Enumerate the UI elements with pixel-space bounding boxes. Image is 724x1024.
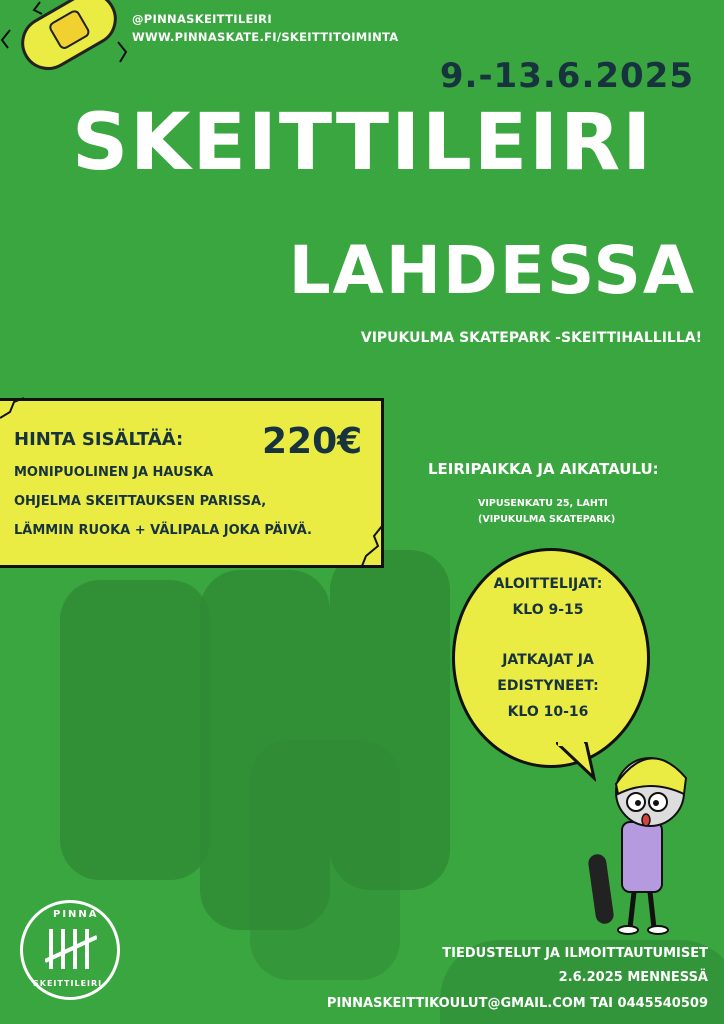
contact-line: 2.6.2025 MENNESSÄ bbox=[558, 970, 708, 985]
price-line: OHJELMA SKEITTAUKSEN PARISSA, bbox=[14, 494, 267, 509]
price-box bbox=[0, 398, 384, 568]
title-line-2: LAHDESSA bbox=[288, 232, 696, 309]
price-line: MONIPUOLINEN JA HAUSKA bbox=[14, 465, 214, 480]
pinna-skeittileiri-logo bbox=[20, 900, 120, 1000]
logo-bottom-text: SKEITTILEIRI bbox=[33, 979, 103, 988]
address-line: VIPUSENKATU 25, LAHTI bbox=[478, 498, 608, 509]
price-heading: HINTA SISÄLTÄÄ: bbox=[14, 429, 184, 450]
skater-silhouette-shadow bbox=[250, 740, 400, 980]
cartoon-skater-icon bbox=[586, 742, 716, 942]
bubble-line: KLO 10-16 bbox=[507, 704, 589, 720]
event-date: 9.-13.6.2025 bbox=[439, 56, 694, 96]
crack-icon bbox=[0, 396, 30, 426]
website-link[interactable]: WWW.PINNASKATE.FI/SKEITTITOIMINTA bbox=[132, 30, 399, 44]
venue-text: VIPUKULMA SKATEPARK -SKEITTIHALLILLA! bbox=[360, 330, 702, 346]
price-value: 220€ bbox=[262, 421, 363, 462]
contact-line: TIEDUSTELUT JA ILMOITTAUTUMISET bbox=[442, 946, 708, 961]
price-line: LÄMMIN RUOKA + VÄLIPALA JOKA PÄIVÄ. bbox=[14, 523, 312, 538]
tally-marks-icon bbox=[45, 927, 97, 973]
schedule-heading: LEIRIPAIKKA JA AIKATAULU: bbox=[428, 460, 659, 478]
bubble-line: JATKAJAT JA bbox=[502, 652, 594, 668]
crack-lines-icon bbox=[0, 0, 130, 80]
contact-email[interactable]: PINNASKEITTIKOULUT@GMAIL.COM TAI 0445540509 bbox=[326, 996, 708, 1011]
instagram-handle: @PINNASKEITTILEIRI bbox=[132, 12, 272, 26]
crack-icon bbox=[352, 524, 386, 568]
logo-top-text: PINNA bbox=[53, 909, 99, 920]
bubble-line: EDISTYNEET: bbox=[497, 678, 599, 694]
title-line-1: SKEITTILEIRI bbox=[72, 98, 654, 188]
address-line: (VIPUKULMA SKATEPARK) bbox=[478, 514, 616, 525]
bubble-line: KLO 9-15 bbox=[512, 602, 584, 618]
bubble-line: ALOITTELIJAT: bbox=[493, 576, 603, 592]
skater-silhouette-shadow bbox=[60, 580, 210, 880]
